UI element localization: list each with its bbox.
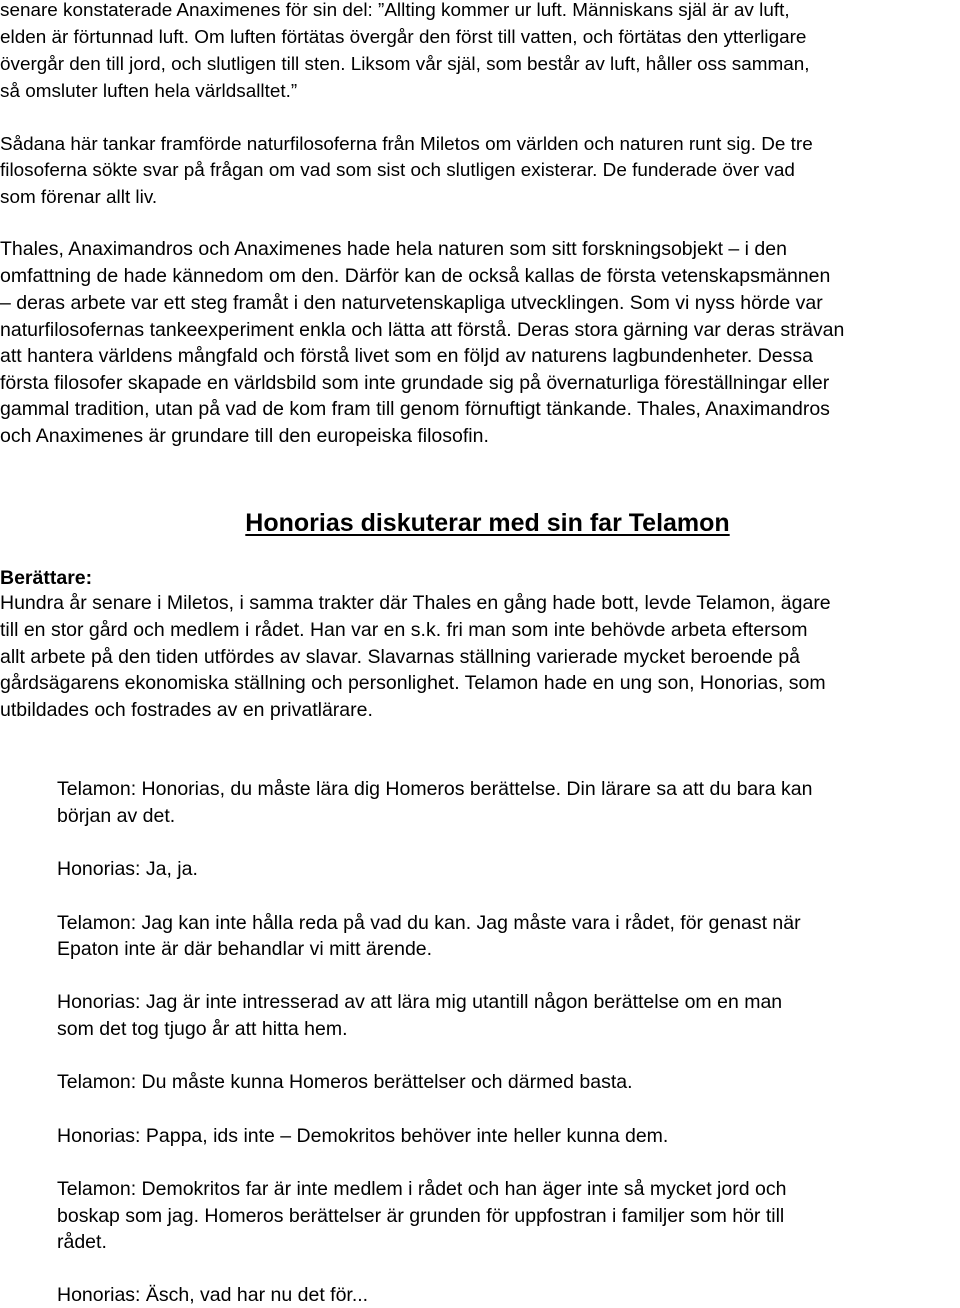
text-line: elden är förtunnad luft. Om luften förtätas övergår den först till vatten, och förtätas den ytterligare bbox=[0, 27, 807, 48]
text-line: boskap som jag. Homeros berättelser är grunden för uppfostran i familjer som hör till bbox=[57, 1205, 785, 1227]
section-heading: Honorias diskuterar med sin far Telamon bbox=[245, 509, 730, 537]
text-line: rådet. bbox=[57, 1231, 107, 1253]
text-line: Epaton inte är där behandlar vi mitt ärende. bbox=[57, 938, 433, 960]
text-line: Thales, Anaximandros och Anaximenes hade hela naturen som sitt forskningsobjekt – i den bbox=[0, 238, 787, 260]
text-line: till en stor gård och medlem i rådet. Han var en s.k. fri man som inte behövde arbeta eftersom bbox=[0, 619, 808, 641]
text-line: senare konstaterade Anaximenes för sin del: ”Allting kommer ur luft. Människans själ är av luft, bbox=[0, 0, 790, 21]
text-line: övergår den till jord, och slutligen till sten. Liksom vår själ, som består av luft, håller oss samman, bbox=[0, 54, 810, 75]
text-line: Telamon: Jag kan inte hålla reda på vad du kan. Jag måste vara i rådet, för genast när bbox=[57, 912, 801, 934]
text-line: omfattning de hade kännedom om den. Därför kan de också kallas de första vetenskapsmännen bbox=[0, 265, 831, 287]
text-line: – deras arbete var ett steg framåt i den naturvetenskapliga utvecklingen. Som vi nyss hörde var bbox=[0, 292, 823, 314]
text-line: gårdsägarens ekonomiska ställning och personlighet. Telamon hade en ung son, Honorias, som bbox=[0, 672, 826, 694]
text-line: Telamon: Du måste kunna Homeros berättelser och därmed basta. bbox=[57, 1071, 633, 1093]
text-line: Honorias: Ja, ja. bbox=[57, 858, 198, 880]
text-line: Hundra år senare i Miletos, i samma trakter där Thales en gång hade bott, levde Telamon, ägare bbox=[0, 592, 831, 614]
text-line: filosoferna sökte svar på frågan om vad som sist och slutligen existerar. De funderade över vad bbox=[0, 160, 795, 181]
text-line: allt arbete på den tiden utfördes av slavar. Slavarnas ställning varierade mycket beroende på bbox=[0, 646, 800, 668]
text-line: Telamon: Honorias, du måste lära dig Homeros berättelse. Din lärare sa att du bara kan bbox=[57, 778, 813, 800]
text-line: som det tog tjugo år att hitta hem. bbox=[57, 1018, 348, 1040]
text-line: gammal tradition, utan på vad de kom fram till genom förnuftigt tänkande. Thales, Anaximandros bbox=[0, 398, 830, 420]
text-line: Honorias: Äsch, vad har nu det för... bbox=[57, 1284, 369, 1306]
text-line: att hantera världens mångfald och förstå livet som en följd av naturens lagbundenheter. Dessa bbox=[0, 345, 813, 367]
text-line: så omsluter luften hela världsalltet.” bbox=[0, 81, 298, 102]
narrator-label: Berättare: bbox=[0, 567, 93, 589]
text-line: naturfilosofernas tankeexperiment enkla och lätta att förstå. Deras stora gärning var deras strävan bbox=[0, 319, 845, 341]
text-line: Honorias: Pappa, ids inte – Demokritos behöver inte heller kunna dem. bbox=[57, 1125, 669, 1147]
text-line: Telamon: Demokritos far är inte medlem i rådet och han äger inte så mycket jord och bbox=[57, 1178, 787, 1200]
text-line: som förenar allt liv. bbox=[0, 187, 158, 208]
text-line: och Anaximenes är grundare till den europeiska filosofin. bbox=[0, 425, 489, 447]
text-line: första filosofer skapade en världsbild som inte grundade sig på övernaturliga föreställningar eller bbox=[0, 372, 830, 394]
text-line: Sådana här tankar framförde naturfilosoferna från Miletos om världen och naturen runt sig. De tre bbox=[0, 134, 813, 155]
text-line: början av det. bbox=[57, 805, 176, 827]
text-line: Honorias: Jag är inte intresserad av att lära mig utantill någon berättelse om en man bbox=[57, 991, 783, 1013]
text-line: utbildades och fostrades av en privatlärare. bbox=[0, 699, 373, 721]
